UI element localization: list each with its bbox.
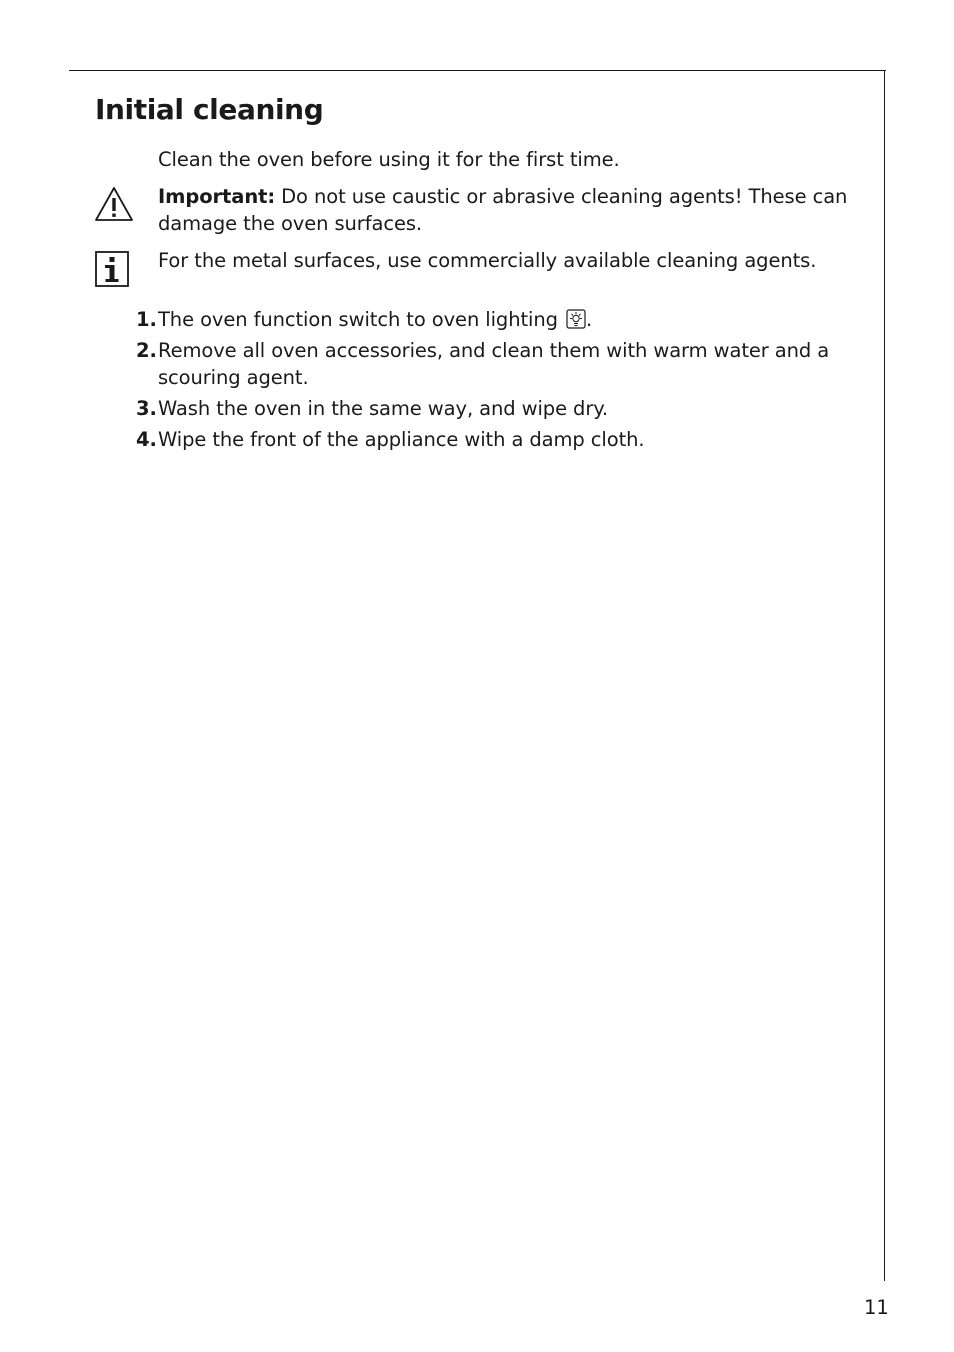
step-text: Wipe the front of the appliance with a damp cloth.: [158, 428, 645, 451]
step-item: [130, 395, 860, 422]
step-number: 4.: [136, 428, 157, 451]
section-title: Initial cleaning: [95, 93, 324, 126]
step-text: Remove all oven accessories, and clean them with warm water and a scouring agent.: [158, 339, 830, 389]
step-number: 3.: [136, 397, 157, 420]
step-text: Wash the oven in the same way, and wipe dry.: [158, 397, 609, 420]
warning-paragraph: [158, 183, 858, 237]
info-paragraph: For the metal surfaces, use commercially available cleaning agents.: [158, 249, 817, 272]
warning-text: Do not use caustic or abrasive cleaning agents! These can damage the oven surfaces.: [158, 185, 848, 235]
page-frame-top-rule: [69, 70, 886, 71]
step-number: 2.: [136, 339, 157, 362]
info-icon: [95, 251, 129, 287]
step-number: 1.: [136, 308, 157, 331]
step-item: [130, 337, 860, 391]
step-item: [130, 426, 860, 453]
step-text: The oven function switch to oven lighting: [158, 308, 558, 331]
steps-list: [130, 306, 860, 457]
step-item: [130, 306, 860, 333]
step-suffix: .: [585, 308, 593, 331]
warning-triangle-icon: [94, 186, 134, 222]
intro-paragraph: Clean the oven before using it for the first time.: [158, 148, 620, 171]
page-number: 11: [864, 1296, 889, 1319]
warning-label: Important:: [158, 185, 276, 208]
page-frame-right-rule: [884, 70, 885, 1281]
oven-lighting-icon: [566, 309, 586, 329]
